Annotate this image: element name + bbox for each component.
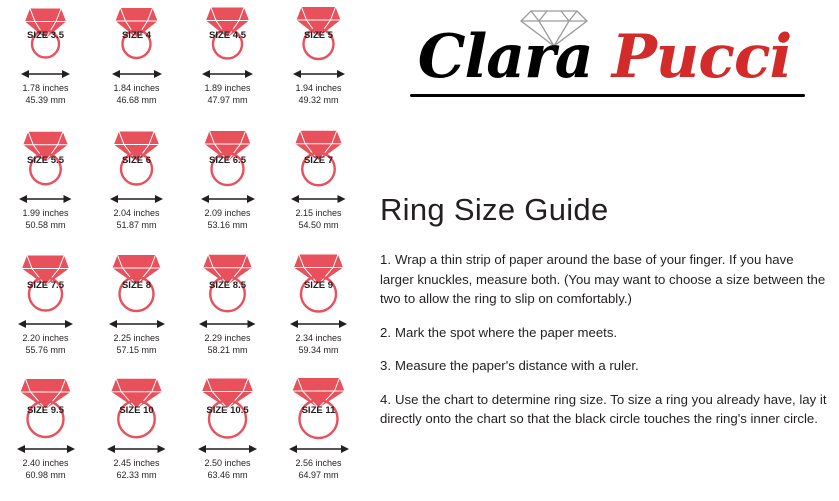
ring-size-label: SIZE 8.5 [209, 280, 246, 291]
ring-size-label: SIZE 7 [303, 155, 334, 166]
ring-size-label: SIZE 3.5 [27, 30, 64, 41]
measure-arrow-icon [91, 193, 182, 207]
ring-size-cell[interactable] [91, 375, 182, 500]
ring-dimensions [0, 458, 91, 481]
ring-size-cell[interactable] [182, 125, 273, 250]
ring-millimeters: 57.15 mm [116, 344, 157, 355]
ring-millimeters: 46.68 mm [116, 94, 157, 105]
measure-arrow-icon [91, 443, 182, 457]
ring-size-cell[interactable] [182, 0, 273, 125]
instruction-step [380, 390, 828, 429]
ring-millimeters: 51.87 mm [116, 219, 157, 230]
ring-size-cell[interactable] [182, 375, 273, 500]
ring-dimensions [273, 83, 364, 106]
instruction-step [380, 250, 828, 309]
ring-inches: 2.04 inches [113, 208, 160, 218]
ring-inches: 1.99 inches [22, 208, 69, 218]
brand-underline [410, 94, 805, 97]
instruction-step-number: 1. [380, 252, 391, 267]
ring-millimeters: 64.97 mm [298, 469, 339, 480]
page-title: Ring Size Guide [380, 192, 609, 227]
measure-arrow-icon [0, 68, 91, 82]
ring-dimensions [0, 208, 91, 231]
ring-inches: 2.40 inches [22, 458, 69, 468]
measure-arrow-icon [0, 443, 91, 457]
ring-inches: 1.84 inches [113, 83, 160, 93]
instruction-step [380, 323, 828, 343]
instruction-step-text: Wrap a thin strip of paper around the base of your finger. If you have larger knuckles, measure both. (You may want to choose a size between the two to allow the ring to slip on comfortably.) [380, 252, 826, 306]
ring-dimensions [182, 83, 273, 106]
brand-name-first: Clara [417, 22, 593, 92]
ring-millimeters: 49.32 mm [298, 94, 339, 105]
measure-arrow-icon [273, 318, 364, 332]
ring-dimensions [0, 333, 91, 356]
instruction-list [380, 250, 828, 443]
ring-inches: 2.20 inches [22, 333, 69, 343]
ring-millimeters: 63.46 mm [207, 469, 248, 480]
ring-millimeters: 54.50 mm [298, 219, 339, 230]
ring-size-label: SIZE 10.5 [206, 405, 249, 416]
ring-size-cell[interactable] [273, 125, 364, 250]
ring-size-label: SIZE 6.5 [209, 155, 246, 166]
instruction-step-number: 2. [380, 324, 391, 340]
brand-wordmark [372, 24, 837, 90]
ring-dimensions [91, 208, 182, 231]
ring-dimensions [182, 333, 273, 356]
measure-arrow-icon [91, 68, 182, 82]
ring-dimensions [273, 333, 364, 356]
measure-arrow-icon [182, 68, 273, 82]
ring-size-label: SIZE 4 [121, 30, 152, 41]
ring-size-cell[interactable] [273, 0, 364, 125]
ring-dimensions [273, 458, 364, 481]
measure-arrow-icon [182, 193, 273, 207]
ring-size-cell[interactable] [91, 250, 182, 375]
ring-dimensions [91, 458, 182, 481]
ring-size-label: SIZE 9.5 [27, 405, 64, 416]
ring-millimeters: 50.58 mm [25, 219, 66, 230]
chart-row [0, 250, 364, 375]
ring-inches: 2.56 inches [295, 458, 342, 468]
ring-inches: 1.94 inches [295, 83, 342, 93]
measure-arrow-icon [0, 193, 91, 207]
instruction-step-text: Mark the spot where the paper meets. [395, 324, 618, 340]
ring-dimensions [273, 208, 364, 231]
measure-arrow-icon [182, 443, 273, 457]
ring-dimensions [91, 83, 182, 106]
ring-inches: 2.09 inches [204, 208, 251, 218]
measure-arrow-icon [273, 443, 364, 457]
ring-inches: 2.45 inches [113, 458, 160, 468]
ring-size-label: SIZE 9 [303, 280, 334, 291]
ring-millimeters: 47.97 mm [207, 94, 248, 105]
ring-size-cell[interactable] [0, 250, 91, 375]
ring-millimeters: 55.76 mm [25, 344, 66, 355]
ring-size-cell[interactable] [0, 125, 91, 250]
ring-dimensions [91, 333, 182, 356]
instruction-step-number: 4. [380, 391, 391, 407]
ring-size-label: SIZE 5.5 [27, 155, 64, 166]
ring-size-cell[interactable] [182, 250, 273, 375]
ring-inches: 2.25 inches [113, 333, 160, 343]
instruction-step [380, 356, 828, 376]
measure-arrow-icon [273, 193, 364, 207]
ring-size-label: SIZE 6 [121, 155, 152, 166]
ring-millimeters: 53.16 mm [207, 219, 248, 230]
ring-size-label: SIZE 5 [303, 30, 334, 41]
ring-size-cell[interactable] [273, 375, 364, 500]
instruction-step-number: 3. [380, 358, 391, 373]
instruction-step-text: Measure the paper's distance with a ruler. [395, 358, 639, 373]
ring-inches: 2.15 inches [295, 208, 342, 218]
ring-size-chart [0, 0, 364, 501]
measure-arrow-icon [0, 318, 91, 332]
chart-row [0, 0, 364, 125]
ring-size-cell[interactable] [91, 125, 182, 250]
measure-arrow-icon [91, 318, 182, 332]
ring-inches: 2.34 inches [295, 333, 342, 343]
ring-dimensions [0, 83, 91, 106]
chart-row [0, 375, 364, 500]
chart-row [0, 125, 364, 250]
brand-name-second: Pucci [611, 22, 792, 92]
ring-inches: 2.29 inches [204, 333, 251, 343]
ring-dimensions [182, 208, 273, 231]
ring-size-cell[interactable] [0, 375, 91, 500]
ring-millimeters: 58.21 mm [207, 344, 248, 355]
ring-size-cell[interactable] [91, 0, 182, 125]
brand-logo [372, 6, 837, 102]
ring-size-label: SIZE 4.5 [209, 30, 246, 41]
guide-panel [364, 0, 839, 501]
ring-millimeters: 59.34 mm [298, 344, 339, 355]
ring-millimeters: 62.33 mm [116, 469, 157, 480]
ring-inches: 1.89 inches [204, 83, 251, 93]
ring-dimensions [182, 458, 273, 481]
instruction-step-text: Use the chart to determine ring size. To size a ring you already have, lay it directly onto the chart so that the black circle touches the ring's inner circle. [380, 391, 827, 426]
ring-size-cell[interactable] [0, 0, 91, 125]
ring-millimeters: 45.39 mm [25, 94, 66, 105]
measure-arrow-icon [273, 68, 364, 82]
ring-inches: 2.50 inches [204, 458, 251, 468]
ring-millimeters: 60.98 mm [25, 469, 66, 480]
ring-size-label: SIZE 11 [301, 405, 336, 416]
measure-arrow-icon [182, 318, 273, 332]
ring-size-label: SIZE 7.5 [27, 280, 64, 291]
ring-size-label: SIZE 8 [121, 280, 152, 291]
ring-inches: 1.78 inches [22, 83, 69, 93]
ring-size-cell[interactable] [273, 250, 364, 375]
ring-size-label: SIZE 10 [119, 405, 154, 416]
